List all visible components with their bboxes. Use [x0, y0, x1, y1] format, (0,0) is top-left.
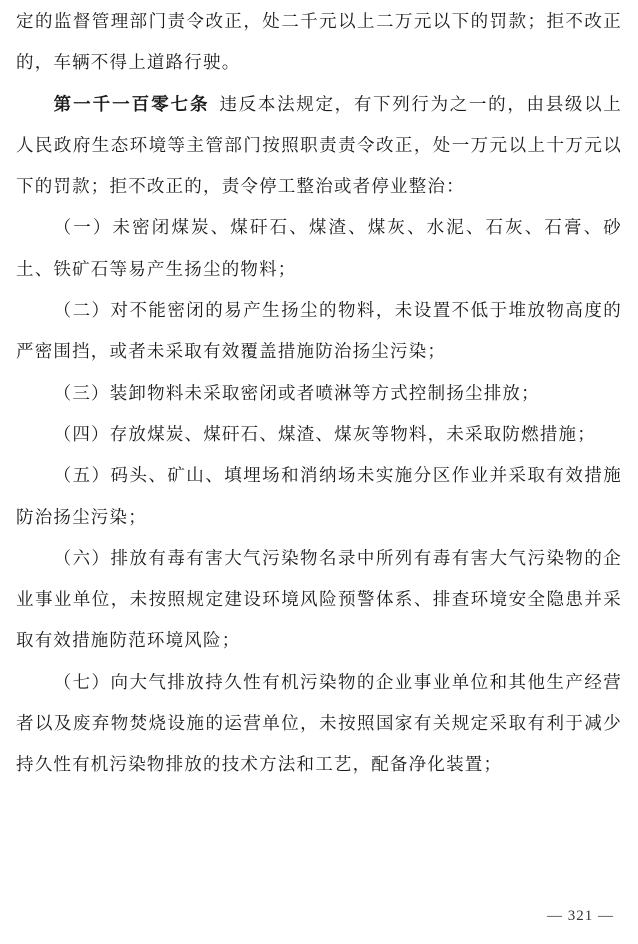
article-body: 违反本法规定，有下列行为之一的，由县级以上人民政府生态环境等主管部门按照职责责令改正，处一万元以上十万元以下的罚款；拒不改正的，责令停工整治或者停业整治：	[16, 94, 622, 198]
list-item-3: （三）装卸物料未采取密闭或者喷淋等方式控制扬尘排放；	[53, 383, 540, 404]
paragraph-article-1107	[16, 85, 622, 209]
page-number: — 321 —	[547, 908, 614, 924]
list-item-7: （七）向大气排放持久性有机污染物的企业事业单位和其他生产经营者以及废弃物焚烧设施的运营单位，未按照国家有关规定采取有利于减少持久性有机污染物排放的技术方法和工艺，配备净化装置；	[16, 672, 622, 776]
paragraph-continuation: 定的监督管理部门责令改正，处二千元以上二万元以下的罚款；拒不改正的，车辆不得上道路行驶。	[16, 12, 622, 74]
list-item-5: （五）码头、矿山、填埋场和消纳场未实施分区作业并采取有效措施防治扬尘污染；	[16, 466, 622, 528]
document-page	[16, 2, 622, 787]
list-item-6: （六）排放有毒有害大气污染物名录中所列有毒有害大气污染物的企业事业单位，未按照规定建设环境风险预警体系、排查环境安全隐患并采取有效措施防范环境风险；	[16, 548, 622, 652]
list-item-4: （四）存放煤炭、煤矸石、煤渣、煤灰等物料，未采取防燃措施；	[53, 424, 596, 445]
list-item-1: （一）未密闭煤炭、煤矸石、煤渣、煤灰、水泥、石灰、石膏、砂土、铁矿石等易产生扬尘的物料；	[16, 218, 622, 280]
list-item-2: （二）对不能密闭的易产生扬尘的物料，未设置不低于堆放物高度的严密围挡，或者未采取有效覆盖措施防治扬尘污染；	[16, 301, 622, 363]
article-number: 第一千一百零七条	[53, 94, 210, 115]
